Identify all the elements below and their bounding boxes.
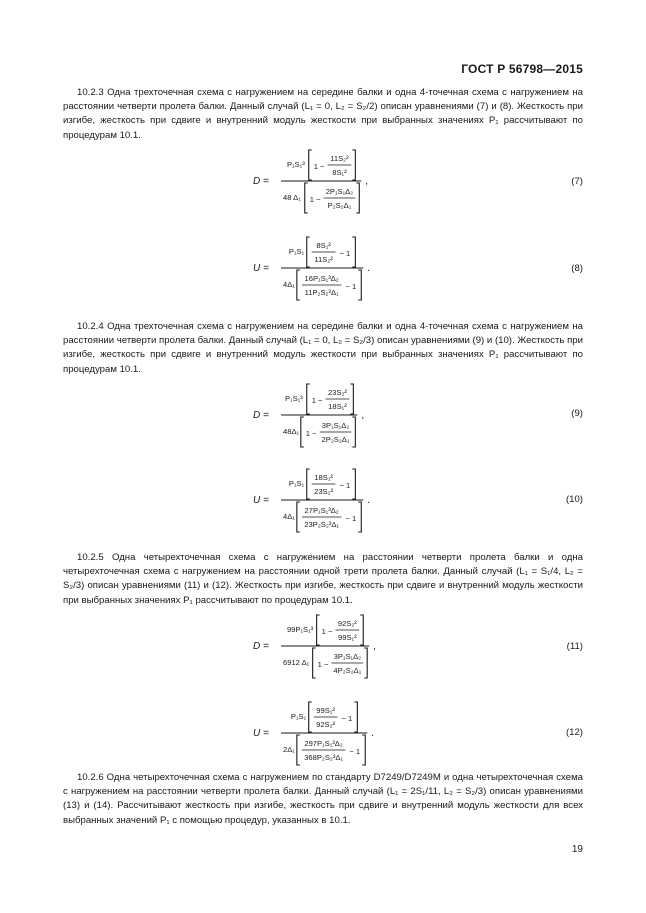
formula-graphic (253, 700, 453, 770)
numerator-prefix: 99P₁S₁³ (286, 625, 314, 634)
numerator-prefix: P₁S₁³ (284, 394, 303, 403)
equation-number: (11) (566, 641, 583, 652)
fraction-numerator: 27P₁S₁³Δ₂ (304, 506, 339, 515)
fraction-denominator: 4P₂S₂Δ₁ (333, 666, 362, 675)
fraction-denominator: 92S₂² (316, 720, 336, 729)
fraction-numerator: 16P₁S₁³Δ₂ (304, 274, 339, 283)
numerator-prefix: P₁S₁ (288, 479, 305, 488)
section-10-2-6-text: 10.2.6 Одна четырехточечная схема с нагружением по стандарту D7249/D7249M и одна четырехточечная схема с нагружением на расстоянии четверти пролета балки. Данный случай (L₁ = 2S₁/11, L₂ = S₂/3) описан уравнениями (13) и (14). Рассчитывают жесткость при изгибе, жесткость при сдвиге и внутренний модуль жесткости для всех выбранных значений P₁ с помощью процедур, указанных в 10.1. (63, 772, 583, 826)
bracket (307, 384, 310, 414)
denominator-coefficient: 48Δ₁ (283, 427, 300, 436)
bracket (313, 648, 316, 678)
fraction-numerator: 297P₁S₁³Δ₂ (304, 739, 343, 748)
bracket (360, 615, 363, 645)
operator: − 1 (339, 249, 351, 258)
numerator-prefix: P₁S₁ (290, 712, 307, 721)
bracket (305, 183, 308, 213)
fraction-numerator: 23S₂² (327, 388, 347, 397)
equation-number: (7) (571, 176, 583, 187)
formula-end-punctuation: , (365, 176, 369, 187)
denominator-coefficient: 48 Δ₁ (283, 193, 301, 202)
bracket (317, 615, 320, 645)
fraction-denominator: 11P₂S₂³Δ₁ (304, 288, 339, 297)
formula-end-punctuation: . (367, 495, 371, 506)
fraction-numerator: 92S₂² (337, 619, 357, 628)
operator: 1 − (317, 660, 329, 669)
section-10-2-3-text: 10.2.3 Одна трехточечная схема с нагружением на середине балки и одна 4-точечная схема с нагружением на расстоянии четверти пролета балки. Данный случай (L₁ = 0, L₂ = S₂/2) описан уравнениями (7) и (8). Жесткость при изгибе, жесткость при сдвиге и внутренний модуль жесткости при выбранных значениях P₁ рассчитывают по процедурам 10.1. (63, 87, 583, 141)
bracket (352, 237, 355, 267)
denominator-coefficient: 2Δ₁ (283, 745, 295, 754)
bracket (307, 237, 310, 267)
bracket (352, 469, 355, 499)
operator: 1 − (305, 429, 317, 438)
operator: 1 − (309, 195, 321, 204)
operator: 1 − (313, 162, 325, 171)
equation-10 (63, 467, 583, 527)
fraction-numerator: 3P₁S₁Δ₂ (321, 421, 350, 430)
section-10-2-5-text: 10.2.5 Одна четырехточечная схема с нагружением на расстоянии четверти пролета балки и одна четырехточечная схема с нагружением на расстоянии одной трети пролета балки. Данный случай (L₁ = S₁/4, L₂ = S₂/3) описан уравнениями (11) и (12). Жесткость при изгибе, жесткость при сдвиге и внутренний модуль жесткости при выбранных значениях P₁ рассчитывают по процедурам 10.1. (63, 552, 583, 606)
fraction-numerator: 11S₂² (330, 154, 349, 163)
bracket (297, 735, 300, 765)
formula-lhs: D = (253, 410, 269, 421)
fraction-denominator: P₂S₂Δ₁ (327, 201, 352, 210)
fraction-denominator: 18S₁² (328, 402, 347, 411)
formula-graphic (253, 467, 453, 537)
fraction-denominator: 23P₂S₂³Δ₁ (304, 520, 339, 529)
bracket (297, 502, 300, 532)
equation-9 (63, 382, 583, 442)
operator: 1 − (311, 396, 323, 405)
bracket (364, 648, 367, 678)
formula-graphic (253, 235, 453, 305)
denominator-coefficient: 4Δ₁ (283, 280, 295, 289)
formula-lhs: D = (253, 641, 269, 652)
operator: − 1 (339, 481, 351, 490)
formula-graphic (253, 382, 453, 452)
bracket (352, 150, 355, 180)
bracket (356, 183, 359, 213)
formula-lhs: U = (253, 263, 269, 274)
formula-graphic (253, 148, 453, 218)
operator: − 1 (349, 747, 361, 756)
formula-end-punctuation: , (361, 410, 365, 421)
formula-end-punctuation: . (371, 728, 375, 739)
operator: 1 − (321, 627, 333, 636)
fraction-denominator: 8S₁² (332, 168, 347, 177)
formula-lhs: U = (253, 495, 269, 506)
bracket (307, 469, 310, 499)
fraction-numerator: 99S₁² (316, 706, 335, 715)
fraction-denominator: 99S₁² (338, 633, 357, 642)
fraction-denominator: 23S₂² (314, 487, 334, 496)
fraction-numerator: 3P₁S₁Δ₂ (333, 652, 362, 661)
bracket (309, 150, 312, 180)
equation-number: (10) (565, 494, 583, 505)
bracket (352, 417, 355, 447)
numerator-prefix: P₁S₁ (288, 247, 305, 256)
equation-number: (8) (571, 263, 583, 274)
numerator-prefix: P₁S₁³ (286, 160, 305, 169)
bracket (362, 735, 365, 765)
document-standard-header: ГОСТ Р 56798—2015 (461, 62, 583, 76)
fraction-numerator: 2P₁S₁Δ₂ (325, 187, 354, 196)
bracket (297, 270, 300, 300)
formula-end-punctuation: , (373, 641, 376, 652)
section-10-2-4-text: 10.2.4 Одна трехточечная схема с нагружением на середине балки и одна 4-точечная схема с нагружением на расстоянии четверти пролета балки. Данный случай (L₁ = 0, L₂ = S₂/3) описан уравнениями (9) и (10). Жесткость при изгибе, жесткость при сдвиге и внутренний модуль жесткости при выбранных значениях P₁ рассчитывают по процедурам 10.1. (63, 321, 583, 375)
equation-number: (12) (565, 727, 583, 738)
denominator-coefficient: 4Δ₁ (283, 512, 295, 521)
page-number: 19 (571, 844, 583, 855)
equation-12 (63, 700, 583, 760)
fraction-denominator: 11S₂² (314, 255, 333, 264)
equation-8 (63, 235, 583, 295)
fraction-denominator: 368P₂S₂³Δ₁ (304, 753, 344, 762)
bracket (301, 417, 304, 447)
fraction-denominator: 2P₂S₂Δ₁ (321, 435, 350, 444)
bracket (358, 502, 361, 532)
operator: − 1 (345, 514, 357, 523)
bracket (358, 270, 361, 300)
fraction-numerator: 8S₁² (316, 241, 331, 250)
bracket (309, 702, 312, 732)
equation-number: (9) (571, 408, 583, 419)
operator: − 1 (345, 282, 357, 291)
formula-lhs: U = (253, 728, 269, 739)
fraction-numerator: 18S₁² (314, 473, 333, 482)
formula-end-punctuation: . (367, 263, 371, 274)
operator: − 1 (341, 714, 353, 723)
equation-7 (63, 148, 583, 208)
bracket (354, 702, 357, 732)
equation-11 (63, 613, 583, 673)
formula-graphic (253, 613, 453, 683)
formula-lhs: D = (253, 176, 269, 187)
denominator-coefficient: 6912 Δ₁ (283, 658, 310, 667)
bracket (350, 384, 353, 414)
